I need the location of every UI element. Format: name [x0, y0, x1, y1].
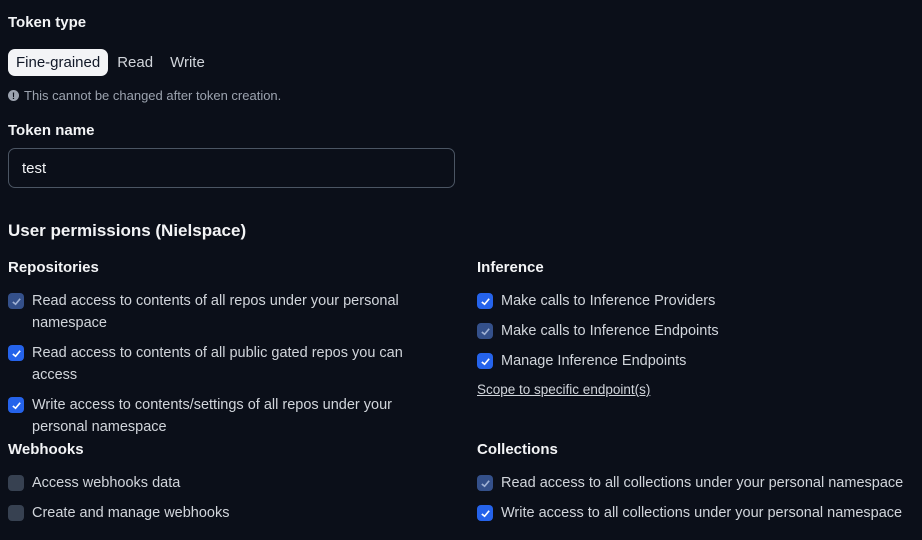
perm-label: Access webhooks data — [32, 475, 181, 491]
checkbox-icon[interactable] — [8, 475, 24, 491]
perm-label: Create and manage webhooks — [32, 505, 230, 521]
perm-label: Make calls to Inference Providers — [501, 293, 716, 309]
perm-inference-endpoints-calls[interactable] — [477, 320, 917, 342]
perm-collections-write[interactable] — [477, 502, 917, 524]
checkbox-icon[interactable] — [477, 475, 493, 491]
collections-list — [477, 472, 917, 524]
checkbox-icon[interactable] — [8, 505, 24, 521]
token-type-heading: Token type — [8, 14, 87, 31]
token-type-note — [8, 88, 281, 103]
tab-write[interactable]: Write — [170, 54, 205, 71]
checkbox-icon[interactable] — [477, 505, 493, 521]
perm-label: Write access to contents/settings of all repos under your personal namespace — [32, 397, 392, 435]
perm-repo-write-personal[interactable] — [8, 394, 448, 438]
token-type-tabs — [8, 49, 214, 76]
perm-repo-read-personal[interactable] — [8, 290, 448, 334]
repositories-list — [8, 290, 448, 438]
perm-label: Read access to contents of all public gated repos you can access — [32, 345, 403, 383]
perm-webhooks-manage[interactable] — [8, 502, 448, 524]
checkbox-icon[interactable] — [8, 293, 24, 309]
perm-label: Read access to contents of all repos under your personal namespace — [32, 293, 399, 331]
tab-fine-grained[interactable]: Fine-grained — [8, 49, 108, 76]
webhooks-list — [8, 472, 448, 524]
note-text: This cannot be changed after token creation. — [24, 88, 282, 103]
perm-webhooks-access[interactable] — [8, 472, 448, 494]
checkbox-icon[interactable] — [477, 293, 493, 309]
token-name-label: Token name — [8, 122, 95, 139]
perm-label: Make calls to Inference Endpoints — [501, 323, 719, 339]
repositories-heading: Repositories — [8, 259, 99, 276]
info-icon: ! — [8, 90, 19, 101]
perm-repo-read-gated[interactable] — [8, 342, 448, 386]
perm-collections-read[interactable] — [477, 472, 917, 494]
perm-label: Read access to all collections under your personal namespace — [501, 475, 904, 491]
inference-heading: Inference — [477, 259, 544, 276]
perm-label: Write access to all collections under your personal namespace — [501, 505, 903, 521]
webhooks-heading: Webhooks — [8, 441, 84, 458]
perm-inference-endpoints-manage[interactable] — [477, 350, 917, 372]
user-permissions-heading: User permissions (Nielspace) — [8, 221, 247, 240]
perm-label: Manage Inference Endpoints — [501, 353, 687, 369]
token-name-input[interactable] — [8, 148, 455, 188]
checkbox-icon[interactable] — [8, 345, 24, 361]
token-name-value: test — [22, 159, 47, 177]
collections-heading: Collections — [477, 441, 558, 458]
checkbox-icon[interactable] — [477, 323, 493, 339]
perm-inference-providers[interactable] — [477, 290, 917, 312]
checkbox-icon[interactable] — [477, 353, 493, 369]
inference-list — [477, 290, 917, 397]
scope-endpoints-link[interactable]: Scope to specific endpoint(s) — [477, 382, 651, 397]
tab-read[interactable]: Read — [117, 54, 154, 71]
checkbox-icon[interactable] — [8, 397, 24, 413]
